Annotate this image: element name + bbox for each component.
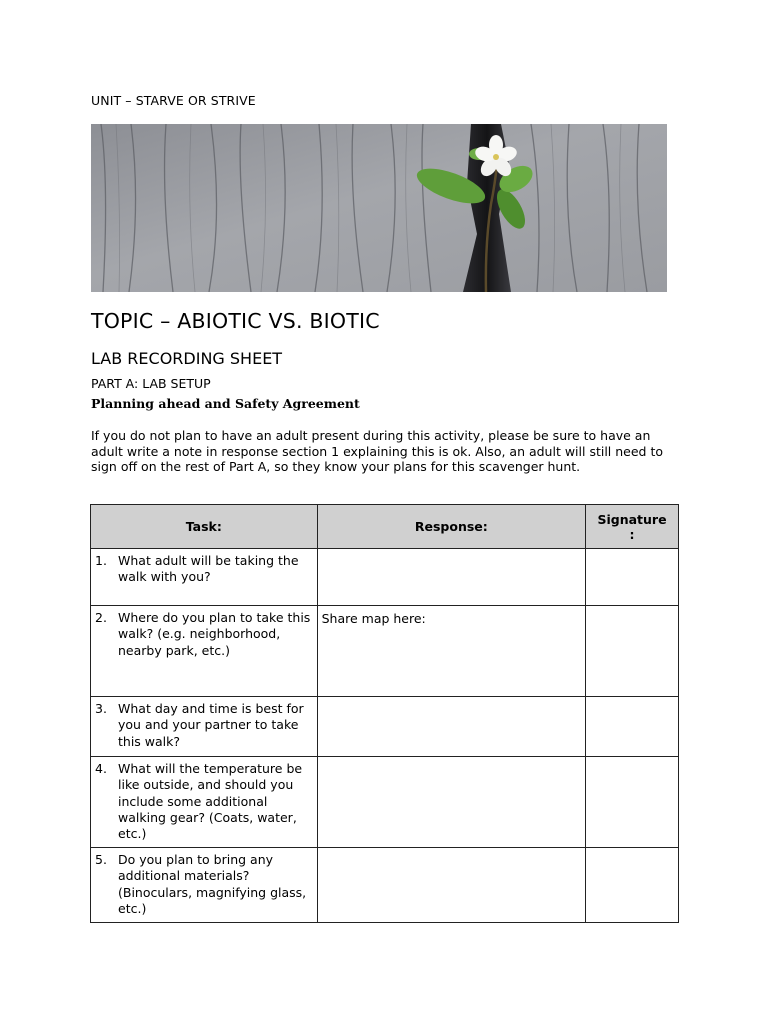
task-number: 3. <box>95 701 107 716</box>
signature-cell[interactable] <box>586 848 679 923</box>
signature-cell[interactable] <box>586 697 679 757</box>
intro-paragraph: If you do not plan to have an adult present during this activity, please be sure to have an adult write a note in response section 1 explaining this is ok. Also, an adult will still need to sign off on the rest of Part A, so they know your plans for this scavenger hunt. <box>91 428 664 474</box>
signature-cell[interactable] <box>586 757 679 848</box>
task-text: Do you plan to bring any additional materials? (Binoculars, magnifying glass, etc.) <box>118 852 307 916</box>
page-title: TOPIC – ABIOTIC VS. BIOTIC <box>91 309 380 333</box>
section-heading: Planning ahead and Safety Agreement <box>91 396 360 411</box>
table-row <box>91 549 679 606</box>
unit-title: UNIT – STARVE OR STRIVE <box>91 93 256 108</box>
table-row <box>91 606 679 697</box>
header-signature: Signature : <box>586 505 679 549</box>
task-cell <box>91 848 318 923</box>
flower-in-crack-image <box>91 124 667 292</box>
subtitle: LAB RECORDING SHEET <box>91 349 283 368</box>
signature-cell[interactable] <box>586 606 679 697</box>
header-task: Task: <box>91 505 318 549</box>
response-cell[interactable]: Share map here: <box>317 606 585 697</box>
part-heading: PART A: LAB SETUP <box>91 376 211 391</box>
task-cell <box>91 697 318 757</box>
header-response: Response: <box>317 505 585 549</box>
task-text: Where do you plan to take this walk? (e.g. neighborhood, nearby park, etc.) <box>118 610 311 658</box>
response-cell[interactable] <box>317 549 585 606</box>
task-text: What adult will be taking the walk with you? <box>118 553 299 585</box>
task-text: What will the temperature be like outside, and should you include some additional walking gear? (Coats, water, etc.) <box>118 761 303 842</box>
lab-setup-table <box>90 504 679 923</box>
task-cell <box>91 549 318 606</box>
task-number: 5. <box>95 852 107 867</box>
table-header-row <box>91 505 679 549</box>
task-number: 1. <box>95 553 107 568</box>
response-cell[interactable] <box>317 697 585 757</box>
task-cell <box>91 606 318 697</box>
task-text: What day and time is best for you and your partner to take this walk? <box>118 701 304 749</box>
table-row <box>91 848 679 923</box>
task-cell <box>91 757 318 848</box>
task-number: 2. <box>95 610 107 625</box>
response-cell[interactable] <box>317 757 585 848</box>
response-cell[interactable] <box>317 848 585 923</box>
task-number: 4. <box>95 761 107 776</box>
table-row <box>91 697 679 757</box>
signature-cell[interactable] <box>586 549 679 606</box>
table-row <box>91 757 679 848</box>
